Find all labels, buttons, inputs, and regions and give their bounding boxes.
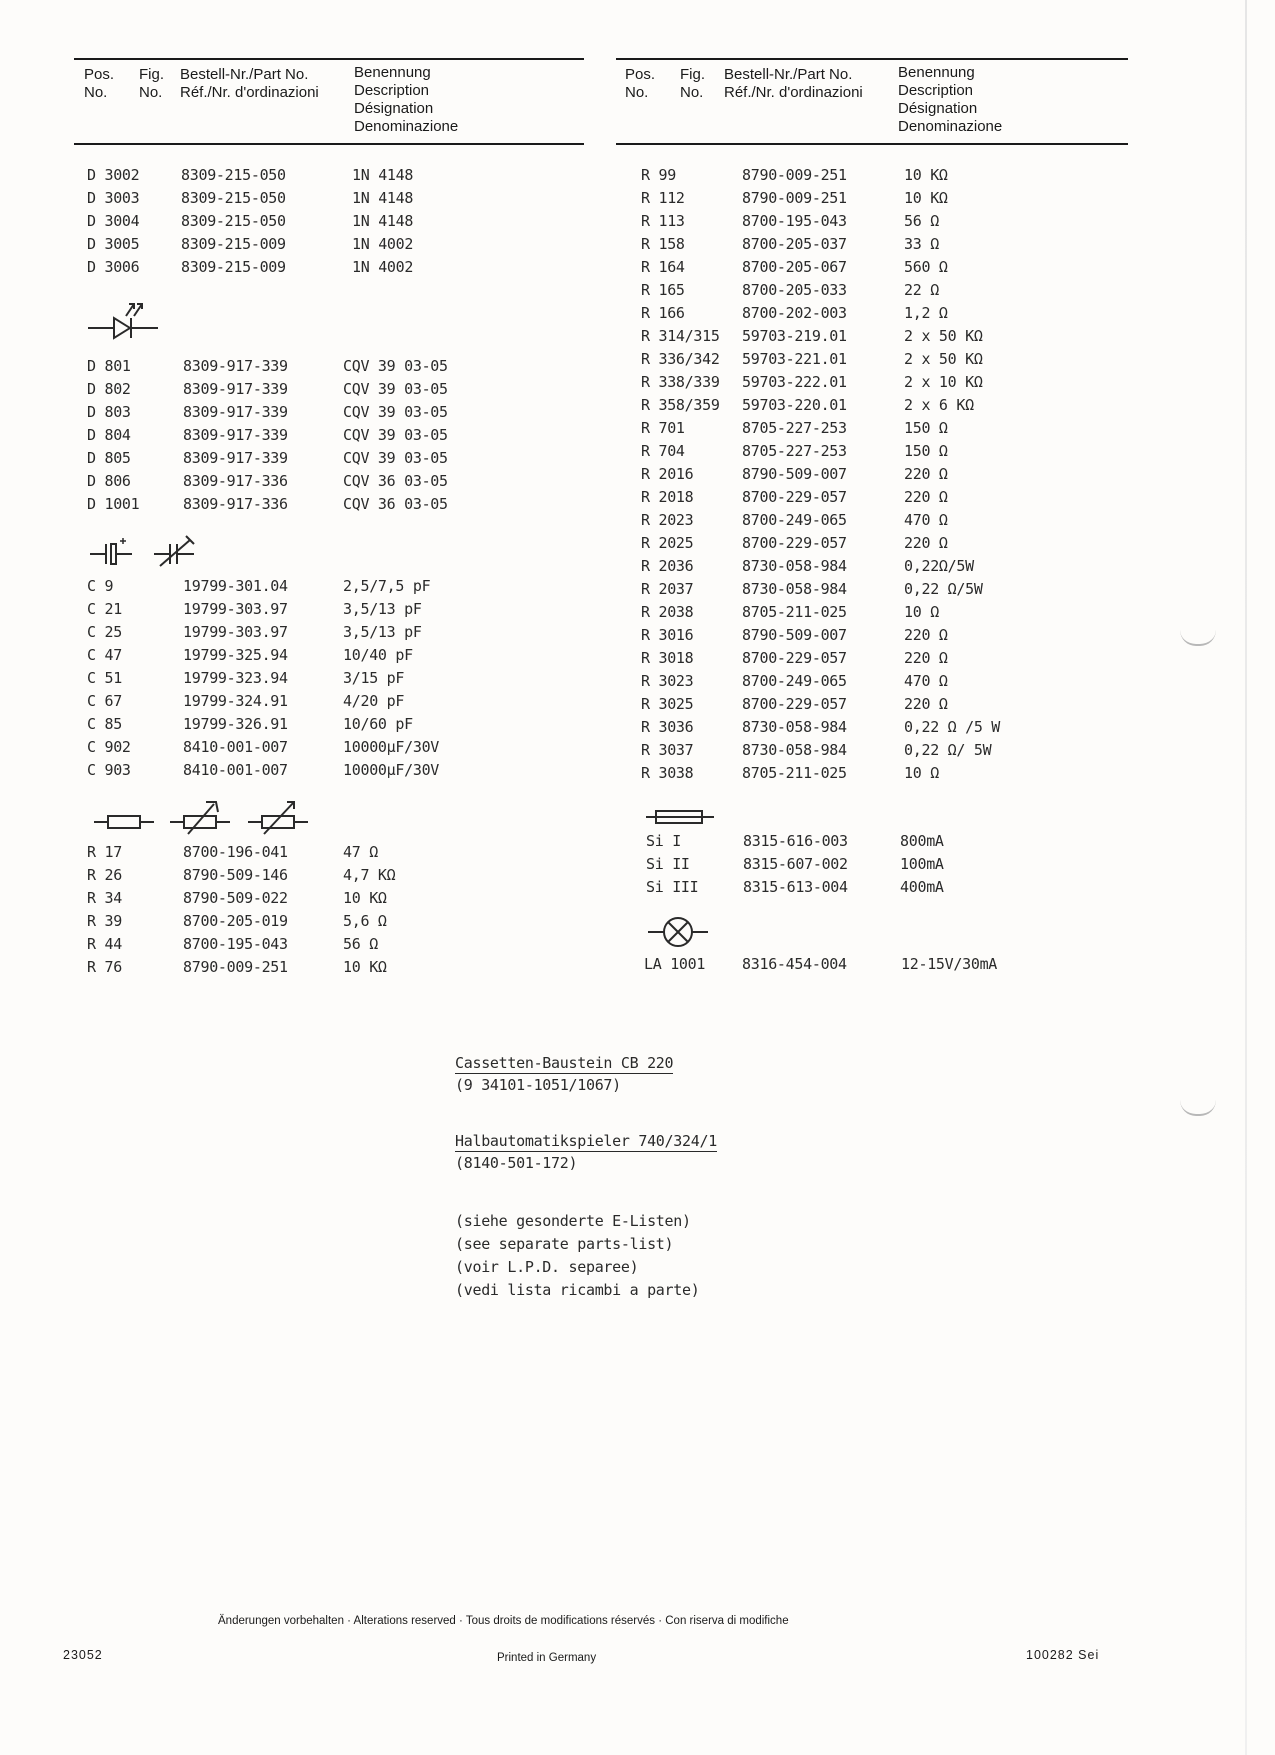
fuse-symbol-icon — [644, 806, 716, 828]
player-title: Halbautomatikspieler 740/324/1 — [455, 1132, 717, 1150]
led-symbol-icon — [86, 294, 162, 342]
lamp-symbol-icon — [646, 914, 712, 950]
left-header-pos: Pos. No. — [84, 66, 115, 101]
right-header-fig: Fig. No. — [680, 66, 706, 101]
alterations-notice: Änderungen vorbehalten · Alterations reserved · Tous droits de modifications réservés · Con riserva di modifiche — [218, 1615, 789, 1627]
module-code: (9 34101-1051/1067) — [455, 1076, 621, 1094]
electrolytic-capacitor-icon — [88, 536, 138, 568]
left-header-part: Bestell-Nr./Part No. Réf./Nr. d'ordinazioni — [180, 66, 319, 101]
separate-list-note: (see separate parts-list) — [455, 1235, 674, 1253]
right-header-bottom-rule — [616, 143, 1128, 145]
resistor-symbol-icon — [92, 808, 158, 834]
binder-hole-mark — [1180, 630, 1216, 646]
separate-list-note: (vedi lista ricambi a parte) — [455, 1281, 700, 1299]
left-header-description: Benennung Description Désignation Denominazione — [354, 64, 459, 135]
document-number: 23052 — [63, 1648, 103, 1662]
page-edge-shadow — [1245, 0, 1247, 1755]
left-header-fig: Fig. No. — [139, 66, 165, 101]
player-code: (8140-501-172) — [455, 1154, 578, 1172]
potentiometer-icon — [246, 798, 312, 838]
left-header-bottom-rule — [74, 143, 584, 145]
right-header-description: Benennung Description Désignation Denominazione — [898, 64, 1003, 135]
separate-list-note: (voir L.P.D. separee) — [455, 1258, 639, 1276]
adjustable-resistor-icon — [168, 798, 234, 838]
left-header-top-rule — [74, 58, 584, 60]
module-title: Cassetten-Baustein CB 220 — [455, 1054, 674, 1072]
date-code: 100282 Sei — [1026, 1648, 1100, 1662]
separate-list-note: (siehe gesonderte E-Listen) — [455, 1212, 691, 1230]
binder-hole-mark — [1180, 1100, 1216, 1116]
right-header-top-rule — [616, 58, 1128, 60]
printed-in: Printed in Germany — [497, 1652, 597, 1664]
trimmer-capacitor-icon — [152, 534, 198, 570]
right-header-pos: Pos. No. — [625, 66, 656, 101]
right-header-part: Bestell-Nr./Part No. Réf./Nr. d'ordinazioni — [724, 66, 863, 101]
